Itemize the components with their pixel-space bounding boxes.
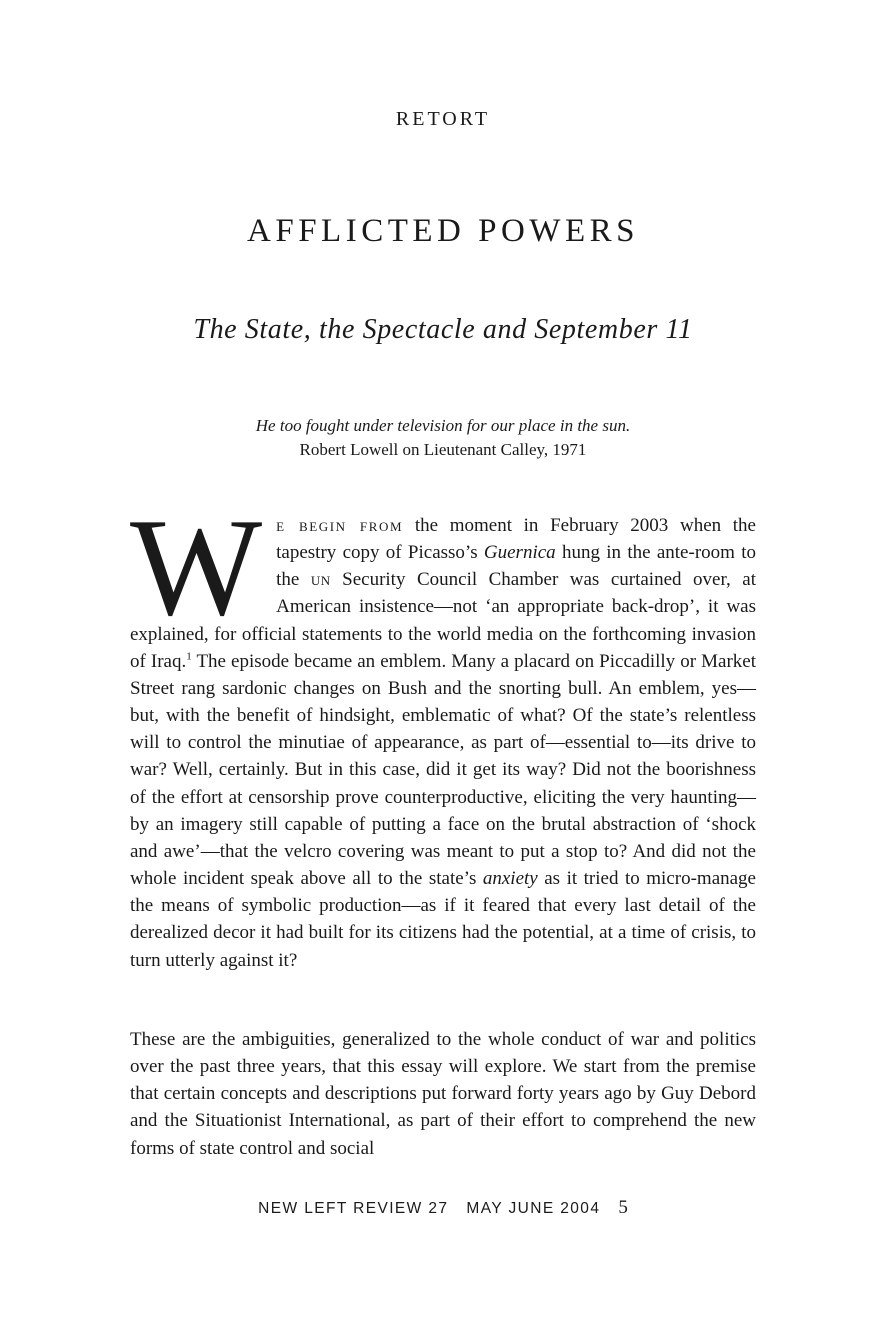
anxiety-italic: anxiety — [482, 868, 538, 890]
footnote-marker[interactable]: 1 — [186, 650, 192, 663]
paragraph-text: The episode became an emblem. Many a placard on Piccadilly or Market Street rang sardonic changes on Bush and the snorting bull. An emblem, yes—but, with the benefit of hindsight, emblematic of what? Of the state’s relentless will to control the minutiae of appearance, as part of—essential to—its drive to war? Well, certainly. But in this case, did it get its way? Did not the boorishness of the effort at censorship prove counterproductive, eliciting the very haunting—by an imagery still capable of putting a face on the brutal abstraction of ‘shock and awe’—that the velcro covering was meant to put a stop to? And did not the whole incident speak above all to the state’s — [130, 650, 756, 890]
paragraph-text: as it tried to micro-manage the means of symbolic production—as if it feared that every last detail of the derealized decor it had built for its citizens had the potential, at a time of crisis, to turn utterly against it? — [130, 868, 756, 971]
drop-cap: W — [130, 490, 263, 645]
paragraph-text: the moment in February 2003 when the tapestry copy of Picasso’s — [276, 515, 756, 564]
paragraph-text: hung in the ante-room to the — [276, 542, 756, 591]
paragraph-text: Security Council Chamber was curtained over, at American insistence—not ‘an appropriate back-drop’, it was explained, for official statements to the world media on the forthcoming invasion of Iraq. — [130, 569, 756, 672]
guernica-italic: Guernica — [483, 542, 556, 564]
epigraph-quote: He too fought under television for our place in the sun. — [255, 416, 631, 435]
lead-in-small-caps: e begin from — [276, 515, 404, 536]
epigraph-attribution: Robert Lowell on Lieutenant Calley, 1971 — [299, 440, 587, 459]
page-number: 5 — [618, 1197, 628, 1218]
page-footer — [0, 1197, 886, 1219]
article-title: AFFLICTED POWERS — [247, 213, 639, 249]
un-abbreviation: un — [310, 569, 331, 591]
issue-date: MAY JUNE 2004 — [466, 1200, 601, 1217]
journal-issue: NEW LEFT REVIEW 27 — [258, 1200, 449, 1217]
epigraph — [0, 414, 886, 462]
body-paragraph-2: These are the ambiguities, generalized to the whole conduct of war and politics over the past three years, that this essay will explore. We start from the premise that certain concepts and descriptions put forward forty years ago by Guy Debord and the Situationist International, as part of their effort to comprehend the new forms of state control and social — [130, 1029, 756, 1159]
article-subtitle: The State, the Spectacle and September 11 — [193, 314, 693, 345]
body-paragraph-1 — [130, 490, 756, 974]
author-name: RETORT — [395, 108, 491, 130]
